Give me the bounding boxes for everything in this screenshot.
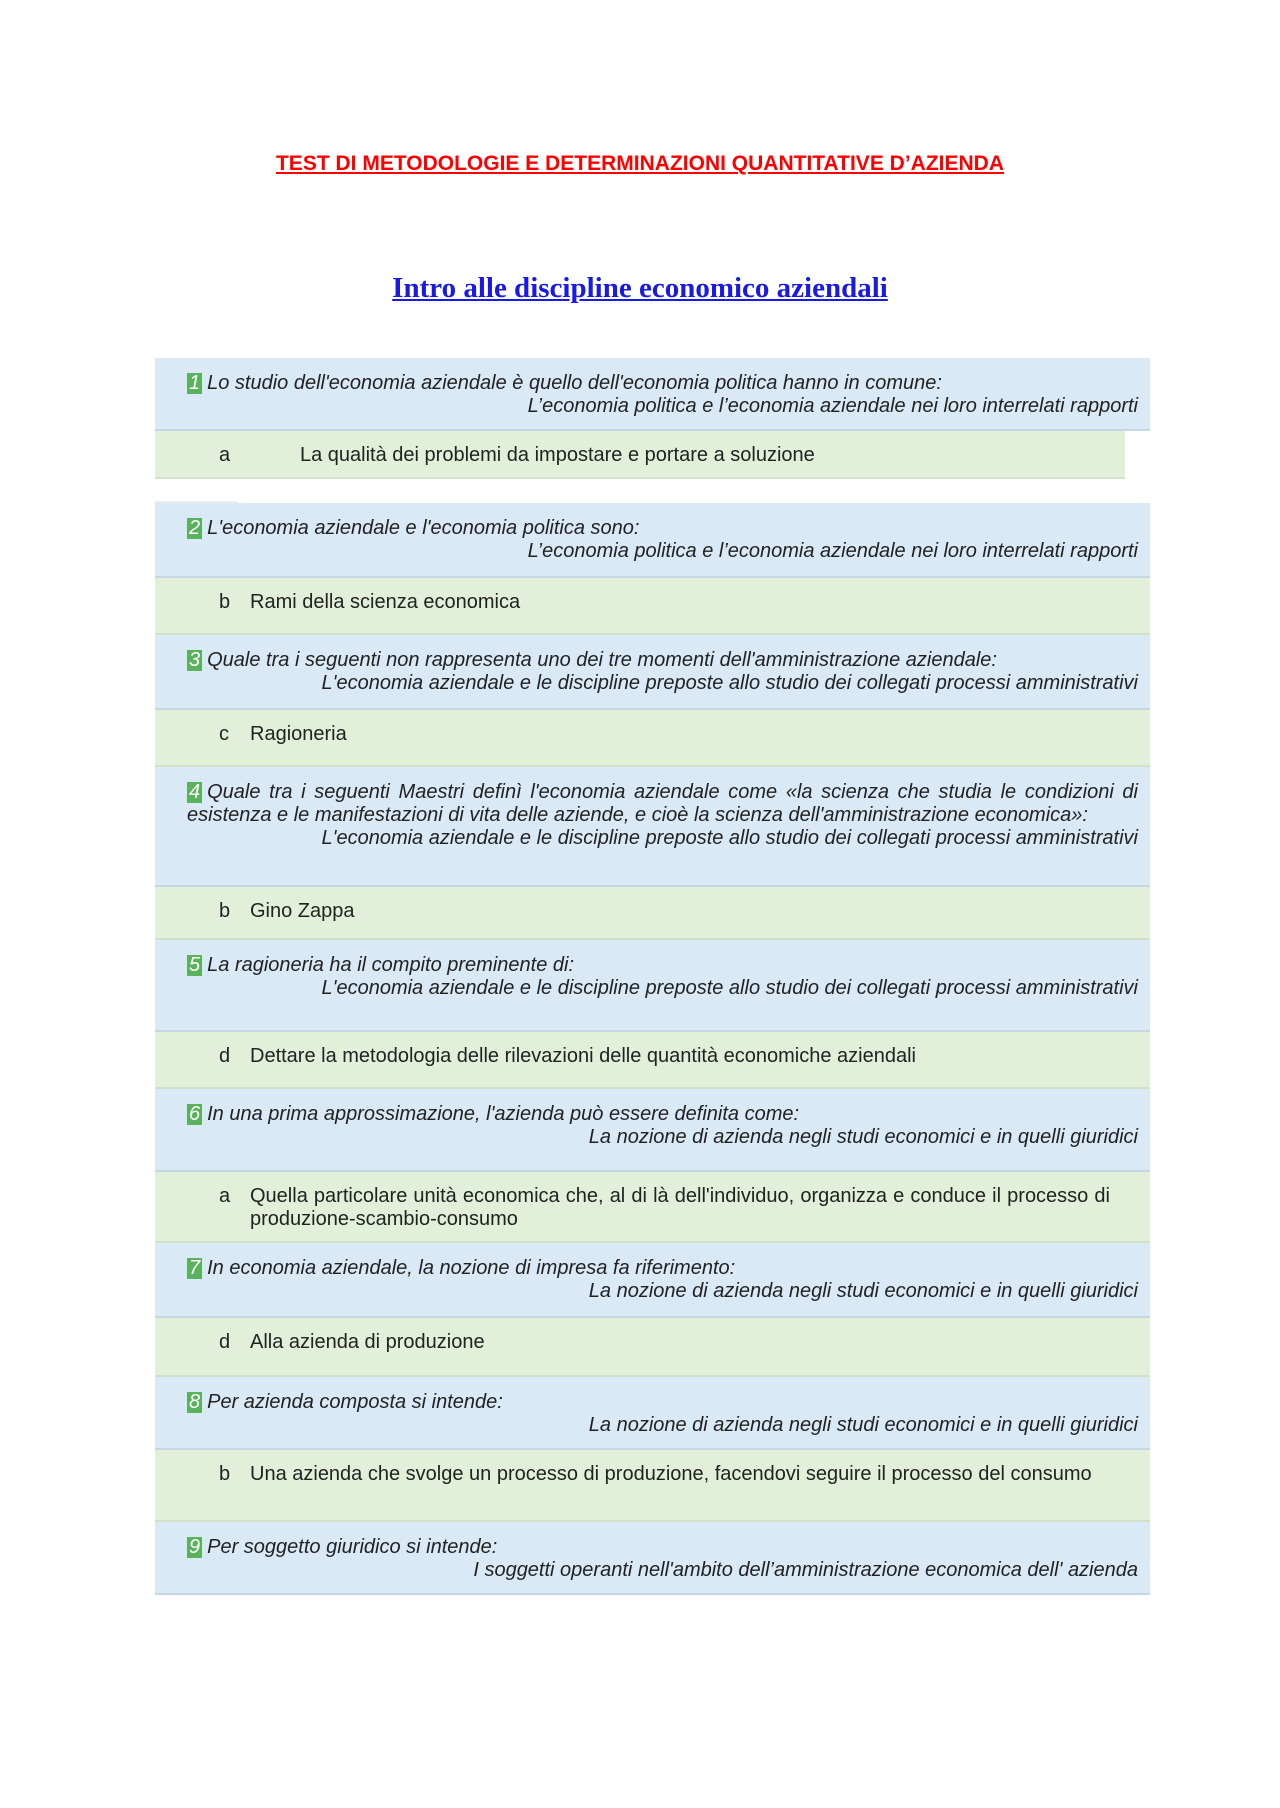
question-text: L'economia aziendale e l'economia politica sono: [207,517,640,539]
answer-1 [155,431,1125,479]
question-topic: La nozione di azienda negli studi economici e in quelli giuridici [588,1126,1138,1148]
answer-8 [155,1450,1150,1522]
document-title: TEST DI METODOLOGIE E DETERMINAZIONI QUANTITATIVE D’AZIENDA [275,152,1004,175]
question-number: 4 [189,781,201,803]
answer-text: Rami della scienza economica [250,591,521,613]
answer-text: Ragioneria [250,723,347,745]
answer-text: Una azienda che svolge un processo di produzione, facendovi seguire il processo del consumo [250,1463,1092,1485]
question-topic: L’economia politica e l’economia aziendale nei loro interrelati rapporti [527,540,1138,562]
answer-letter: b [219,1463,231,1485]
question-number: 2 [189,517,201,539]
question-topic: La nozione di azienda negli studi economici e in quelli giuridici [588,1280,1138,1302]
answer-3 [155,710,1150,767]
answer-text: Dettare la metodologia delle rilevazioni delle quantità economiche aziendali [250,1045,916,1067]
answer-letter: d [219,1331,231,1353]
question-4 [155,767,1150,887]
answer-letter: a [219,444,231,466]
answer-text: La qualità dei problemi da impostare e portare a soluzione [300,444,815,466]
question-topic: La nozione di azienda negli studi economici e in quelli giuridici [588,1414,1138,1436]
question-6 [155,1089,1150,1172]
question-2 [155,503,1150,578]
question-number: 9 [189,1536,201,1558]
question-8 [155,1377,1150,1450]
question-topic: L'economia aziendale e le discipline preposte allo studio dei collegati processi amministrativi [321,672,1138,694]
question-topic: L'economia aziendale e le discipline preposte allo studio dei collegati processi amministrativi [321,827,1138,849]
question-topic: L’economia politica e l’economia aziendale nei loro interrelati rapporti [527,395,1138,417]
question-number: 3 [189,649,201,671]
question-9 [155,1522,1150,1595]
answer-letter: d [219,1045,231,1067]
question-topic: I soggetti operanti nell'ambito dell’amministrazione economica dell' azienda [473,1559,1138,1581]
question-text: La ragioneria ha il compito preminente di: [207,954,574,976]
question-text: Per azienda composta si intende: [207,1391,503,1413]
question-text: In economia aziendale, la nozione di impresa fa riferimento: [207,1257,736,1279]
question-number: 6 [189,1103,201,1125]
question-text: Lo studio dell'economia aziendale è quello dell'economia politica hanno in comune: [207,372,942,394]
answer-text: Quella particolare unità economica che, al di là dell'individuo, organizza e conduce il processo di produzione-scambio-consumo [250,1185,1110,1230]
answer-4 [155,887,1150,940]
question-number: 1 [189,372,201,394]
section-title[interactable]: Intro alle discipline economico aziendali [392,272,888,304]
question-1 [155,358,1150,431]
question-topic: L'economia aziendale e le discipline preposte allo studio dei collegati processi amministrativi [321,977,1138,999]
answer-letter: b [219,591,231,613]
question-text: In una prima approssimazione, l'azienda può essere definita come: [207,1103,800,1125]
answer-letter: c [219,723,229,745]
question-text: Per soggetto giuridico si intende: [207,1536,498,1558]
question-5 [155,940,1150,1032]
answer-letter: a [219,1185,231,1207]
question-number: 8 [189,1391,201,1413]
answer-6 [155,1172,1150,1243]
question-7 [155,1243,1150,1318]
answer-7 [155,1318,1150,1377]
question-number: 7 [189,1257,201,1279]
question-text: Quale tra i seguenti non rappresenta uno dei tre momenti dell'amministrazione aziendale: [207,649,997,671]
question-text: Quale tra i seguenti Maestri definì l'economia aziendale come «la scienza che studia le condizioni di esistenza e le manifestazioni di vita delle aziende, e cioè la scienza dell'amministrazione economica»: [187,781,1138,826]
answer-text: Gino Zappa [250,900,355,922]
answer-5 [155,1032,1150,1089]
answer-2 [155,578,1150,635]
answer-text: Alla azienda di produzione [250,1331,485,1353]
question-3 [155,635,1150,710]
question-number: 5 [189,954,201,976]
answer-letter: b [219,900,231,922]
